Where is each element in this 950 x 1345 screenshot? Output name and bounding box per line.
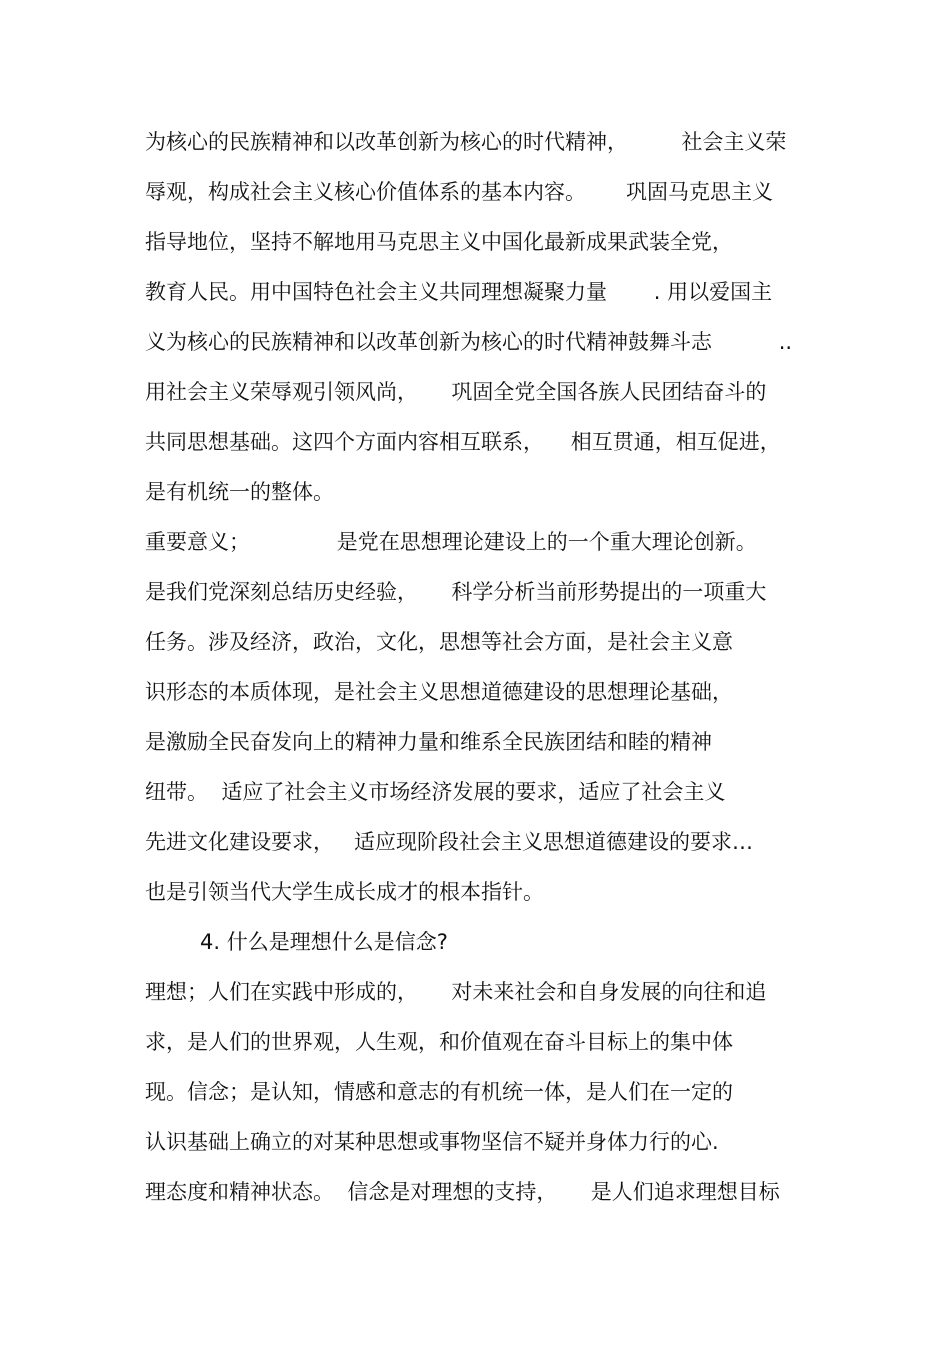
text-line: 现。信念；是认知，情感和意志的有机统一体，是人们在一定的 xyxy=(145,1080,733,1104)
text-line: 先进文化建设要求， 适应现阶段社会主义思想道德建设的要求… xyxy=(145,830,754,854)
text-line: 是激励全民奋发向上的精神力量和维系全民族团结和睦的精神 xyxy=(145,730,712,754)
text-line: 任务。涉及经济，政治，文化，思想等社会方面，是社会主义意 xyxy=(145,630,733,654)
text-line: 理想；人们在实践中形成的， 对未来社会和自身发展的向往和追 xyxy=(145,980,767,1004)
text-line: 理态度和精神状态。 信念是对理想的支持， 是人们追求理想目标 xyxy=(145,1180,780,1204)
text-line: 是有机统一的整体。 xyxy=(145,480,334,504)
text-line: 用社会主义荣辱观引领风尚， 巩固全党全国各族人民团结奋斗的 xyxy=(145,380,767,404)
text-line: 纽带。 适应了社会主义市场经济发展的要求，适应了社会主义 xyxy=(145,780,726,804)
text-line: 为核心的民族精神和以改革创新为核心的时代精神， 社会主义荣 xyxy=(145,130,787,154)
section-heading: 4. 什么是理想什么是信念? xyxy=(200,930,448,954)
text-line: 重要意义； 是党在思想理论建设上的一个重大理论创新。 xyxy=(145,530,757,554)
text-line: 识形态的本质体现，是社会主义思想道德建设的思想理论基础， xyxy=(145,680,733,704)
text-line: 辱观，构成社会主义核心价值体系的基本内容。 巩固马克思主义 xyxy=(145,180,774,204)
text-line: 指导地位，坚持不解地用马克思主义中国化最新成果武装全党， xyxy=(145,230,733,254)
text-line: 求，是人们的世界观，人生观，和价值观在奋斗目标上的集中体 xyxy=(145,1030,733,1054)
text-line: 义为核心的民族精神和以改革创新为核心的时代精神鼓舞斗志 .. xyxy=(145,330,793,354)
text-line: 认识基础上确立的对某种思想或事物坚信不疑并身体力行的心. xyxy=(145,1130,719,1154)
text-line: 共同思想基础。这四个方面内容相互联系， 相互贯通，相互促进， xyxy=(145,430,781,454)
text-line: 也是引领当代大学生成长成才的根本指针。 xyxy=(145,880,544,904)
text-line: 教育人民。用中国特色社会主义共同理想凝聚力量 . 用以爱国主 xyxy=(145,280,773,304)
text-line: 是我们党深刻总结历史经验， 科学分析当前形势提出的一项重大 xyxy=(145,580,767,604)
